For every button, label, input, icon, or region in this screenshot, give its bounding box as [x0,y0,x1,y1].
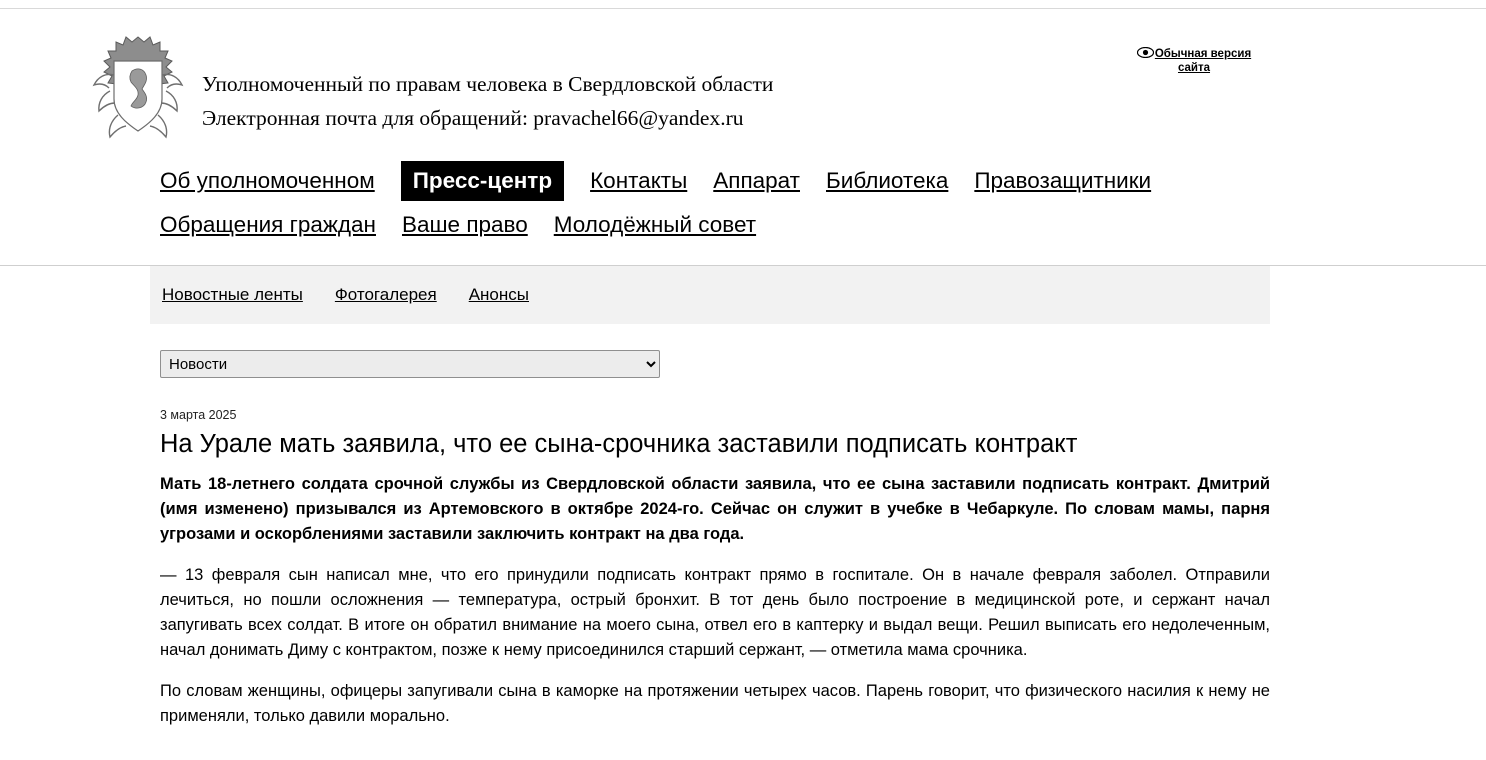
subnav-item-photo-gallery[interactable]: Фотогалерея [334,285,437,304]
nav-item-youth-council[interactable]: Молодёжный совет [553,212,757,237]
news-article [160,408,1270,729]
coat-of-arms-emblem [88,31,188,141]
sub-navigation [0,266,1486,324]
header-title-line-1: Уполномоченный по правам человека в Свердловской области [202,72,774,96]
nav-item-contacts[interactable]: Контакты [590,168,688,193]
article-paragraph: По словам женщины, офицеры запугивали сына в каморке на протяжении четырех часов. Парень говорит, что физического насилия к нему не применяли, только давили морально. [160,682,1270,725]
news-filter-row [160,350,1486,378]
accessibility-version-label[interactable]: Обычная версия сайта [1154,48,1252,74]
article-paragraph: — 13 февраля сын написал мне, что его принудили подписать контракт прямо в госпитале. Он в начале февраля заболел. Отправили лечиться, но пошли осложнения — температура, острый бронхит. В тот день было построение в медицинской роте, и сержант начал запугивать всех солдат. В итоге он обратил внимание на моего сына, отвел его в каптерку и выдал вещи. Решил выписать его недолеченным, начал донимать Диму с контрактом, позже к нему присоединился старший сержант, — отметила мама срочника. [160,566,1270,659]
nav-item-human-rights-defenders[interactable]: Правозащитники [974,168,1152,193]
main-nav-row-2 [160,203,1446,247]
top-bar [0,0,1486,9]
article-date: 3 марта 2025 [160,408,237,422]
nav-item-citizen-appeals[interactable]: Обращения граждан [160,212,376,237]
article-lead: Мать 18-летнего солдата срочной службы из Свердловской области заявила, что ее сына заставили подписать контракт. Дмитрий (имя изменено) призывался из Артемовского в октябре 2024-го. Сейчас он служит в учебке в Чебаркуле. По словам мамы, парня угрозами и оскорблениями заставили заключить контракт на два года. [160,475,1270,543]
main-nav-row-1 [160,159,1446,203]
main-navigation [0,141,1486,257]
nav-item-library[interactable]: Библиотека [826,168,949,193]
nav-item-your-right[interactable]: Ваше право [401,212,528,237]
eye-icon [1137,47,1154,58]
article-title: На Урале мать заявила, что ее сына-срочника заставили подписать контракт [160,430,1078,458]
subnav-item-announcements[interactable]: Анонсы [468,285,529,304]
news-category-select[interactable] [160,350,660,378]
nav-item-apparatus[interactable]: Аппарат [713,168,800,193]
nav-item-about[interactable]: Об уполномоченном [160,168,375,193]
subnav-item-news-feeds[interactable]: Новостные ленты [162,285,303,304]
header-email-line: Электронная почта для обращений: pravachel66@yandex.ru [202,106,744,130]
nav-item-press-center[interactable]: Пресс-центр [401,161,564,201]
site-header [0,9,1486,141]
accessibility-version-link[interactable] [1124,47,1264,75]
